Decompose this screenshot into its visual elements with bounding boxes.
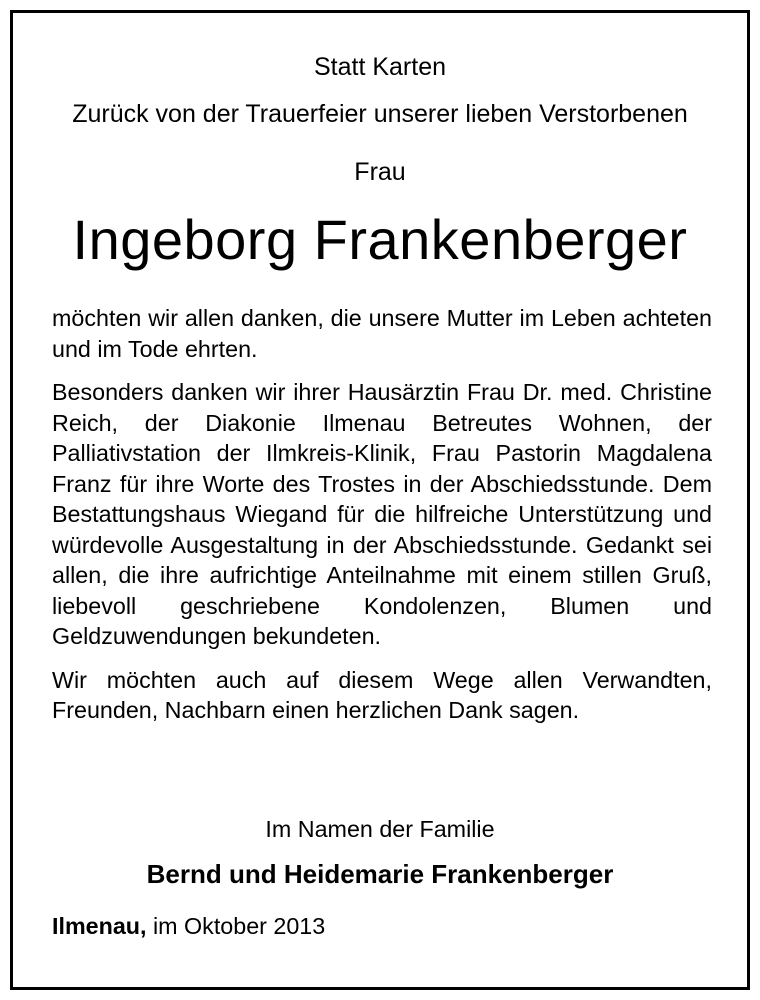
place-name: Ilmenau,: [52, 913, 147, 939]
thanks-paragraph-2: Besonders danken wir ihrer Hausärztin Frau Dr. med. Christine Reich, der Diakonie Ilmenau Betreutes Wohnen, der Palliativstation der Ilmkreis-Klinik, Frau Pastorin Magdalena Franz für ihre Worte des Trostes in der Abschiedsstunde. Dem Bestattungshaus Wiegand für die hilfreiche Unterstützung und würdevolle Ausgestaltung in der Abschiedsstunde. Gedankt sei allen, die ihre aufrichtige Anteilnahme mit einem stillen Gruß, liebevoll geschriebene Kondolenzen, Blumen und Geldzuwendungen bekundeten.: [52, 379, 712, 649]
place-date-line: [52, 913, 325, 940]
thanks-paragraph-3: Wir möchten auch auf diesem Wege allen Verwandten, Freunden, Nachbarn einen herzlichen Dank sagen.: [52, 666, 712, 723]
header-salutation: Frau: [354, 158, 406, 186]
deceased-name: Ingeborg Frankenberger: [72, 208, 688, 271]
signer-names: Bernd und Heidemarie Frankenberger: [146, 859, 614, 889]
on-behalf-line: Im Namen der Familie: [265, 816, 495, 842]
thanks-text: [52, 303, 712, 739]
header-intro-line: Zurück von der Trauerfeier unserer lieben Verstorbenen: [72, 100, 688, 128]
thanks-paragraph-1: möchten wir allen danken, die unsere Mutter im Leben achteten und im Tode ehrten.: [52, 305, 712, 362]
header-statt-karten: Statt Karten: [313, 53, 447, 81]
date-text: im Oktober 2013: [146, 913, 326, 939]
obituary-notice: [10, 10, 750, 990]
